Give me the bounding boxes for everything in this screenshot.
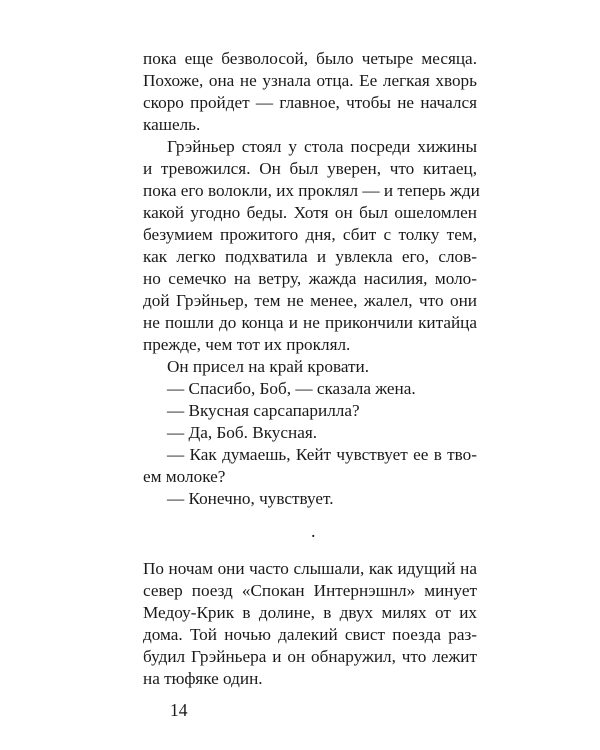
text-line: — Да, Боб. Вкусная. xyxy=(167,423,318,442)
text-line: на тюфяке один. xyxy=(143,669,263,688)
text-line: — Спасибо, Боб, — сказала жена. xyxy=(167,379,416,398)
text-line: будил Грэйньера и он обнаружил, что лежит xyxy=(143,647,477,666)
text-line: По ночам они часто слышали, как идущий на xyxy=(143,559,477,578)
text-line: — Конечно, чувствует. xyxy=(167,489,334,508)
text-line: безумием прожитого дня, сбит с толку тем, xyxy=(143,225,477,244)
text-line: как легко подхватила и увлекла его, слов- xyxy=(143,247,477,266)
text-line: Медоу-Крик в долине, в двух милях от их xyxy=(143,603,477,622)
text-line: север поезд «Спокан Интернэшнл» минует xyxy=(143,581,477,600)
text-line: Он присел на край кровати. xyxy=(167,357,370,376)
text-line: ем молоке? xyxy=(143,467,226,486)
text-line: пока его волокли, их проклял — и теперь жди xyxy=(143,181,480,200)
text-line: Грэйньер стоял у стола посреди хижины xyxy=(167,137,477,156)
text-line: какой угодно беды. Хотя он был ошеломлен xyxy=(143,203,477,222)
text-line: дой Грэйньер, тем не менее, жалел, что они xyxy=(143,291,477,310)
text-line: скоро пройдет — главное, чтобы не начался xyxy=(143,93,477,112)
text-line: не пошли до конца и не прикончили китайца xyxy=(143,313,477,332)
text-line: дома. Той ночью далекий свист поезда раз- xyxy=(143,625,477,644)
page-number: 14 xyxy=(170,700,188,720)
text-line: — Вкусная сарсапарилла? xyxy=(167,401,360,420)
text-line: пока еще безволосой, было четыре месяца. xyxy=(143,49,477,68)
text-line: — Как думаешь, Кейт чувствует ее в тво- xyxy=(167,445,477,464)
text-line: но семечко на ветру, жажда насилия, моло- xyxy=(143,269,477,288)
text-line: Похоже, она не узнала отца. Ее легкая хворь xyxy=(143,71,477,90)
text-line: кашель. xyxy=(143,115,201,134)
section-separator: . xyxy=(311,521,316,541)
text-line: и тревожился. Он был уверен, что китаец, xyxy=(143,159,477,178)
text-line: прежде, чем тот их проклял. xyxy=(143,335,351,354)
